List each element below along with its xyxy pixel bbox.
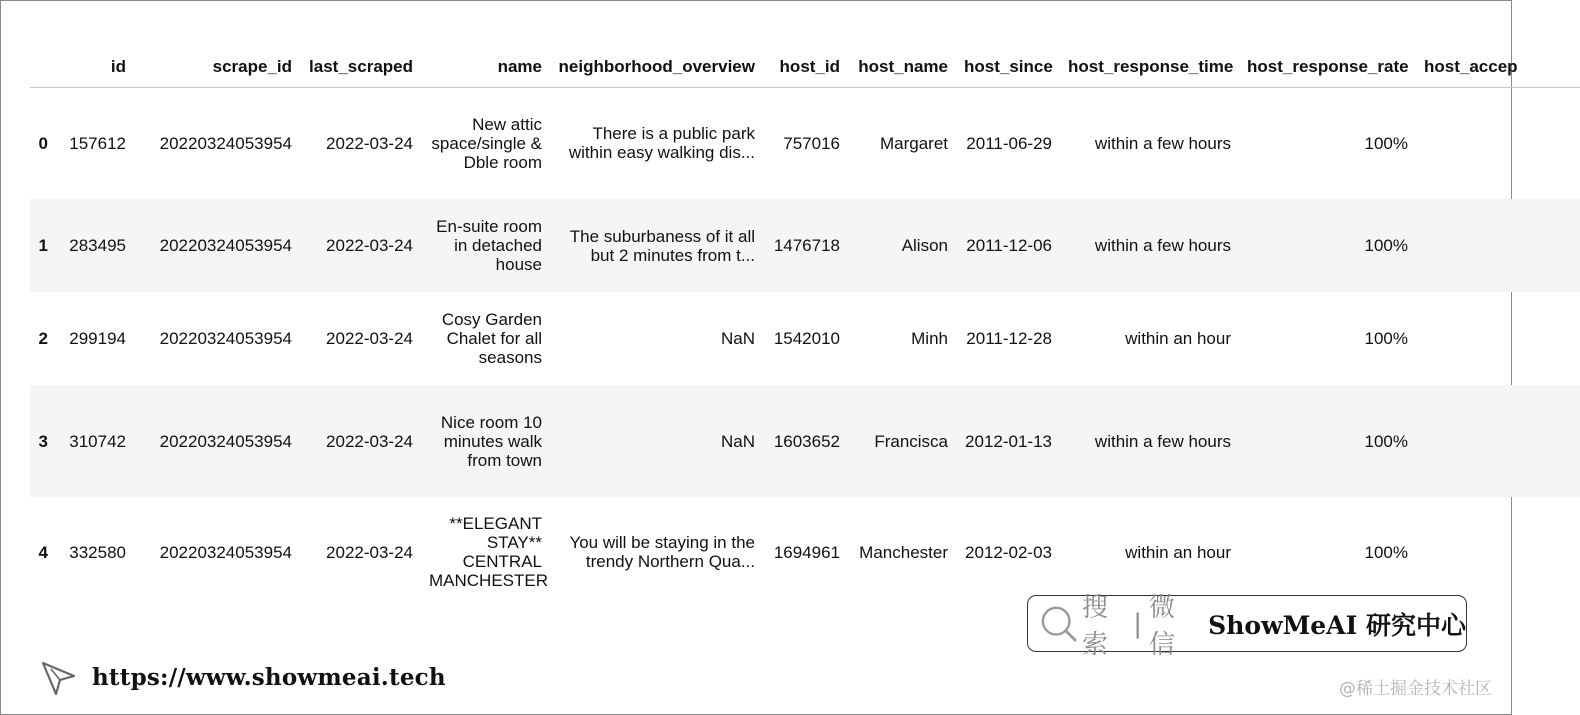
wechat-search-badge: [1027, 592, 1467, 660]
wechat-label: 微信: [1148, 592, 1176, 660]
cell-host-name: Margaret: [879, 133, 948, 153]
table-row: [30, 292, 1580, 385]
column-header-last-scraped: last_scraped: [300, 50, 421, 87]
column-header-index: [30, 50, 56, 87]
header-row: [30, 50, 1580, 87]
column-header-scrape-id: scrape_id: [134, 50, 300, 87]
search-icon: [1040, 605, 1078, 643]
cell-host-id: 1694961: [773, 542, 840, 562]
column-header-host-id: host_id: [763, 50, 848, 87]
column-header-host-acceptance: host_accep: [1416, 50, 1580, 87]
cell-scrape-id: 20220324053954: [159, 133, 292, 153]
row-index: 2: [38, 329, 48, 348]
cell-host-response-time: within an hour: [1125, 329, 1231, 348]
cell-last-scraped: 2022-03-24: [326, 329, 413, 348]
cell-neighborhood-overview: NaN: [550, 385, 763, 497]
cell-neighborhood-overview: NaN: [720, 329, 755, 348]
cell-host-name: Manchester: [859, 542, 948, 562]
cell-host-response-rate: 100%: [1239, 385, 1416, 497]
cell-id: 332580: [69, 542, 126, 562]
search-label: 搜索: [1082, 592, 1110, 660]
watermark: @稀土掘金技术社区: [1339, 679, 1492, 699]
column-header-id: id: [56, 50, 134, 87]
cell-neighborhood-overview: You will be staying in the trendy Northern Qua...: [569, 533, 755, 571]
cell-name: Nice room 10 minutes walk from town: [421, 385, 550, 497]
table-row: [30, 87, 1580, 199]
cell-host-acceptance: [1416, 292, 1580, 385]
cell-last-scraped: 2022-03-24: [300, 199, 421, 292]
cell-host-id: 757016: [783, 133, 840, 153]
badge-divider: |: [1133, 608, 1143, 639]
cell-id: 157612: [69, 133, 126, 153]
cell-host-response-rate: 100%: [1364, 133, 1408, 153]
cell-neighborhood-overview: The suburbaness of it all but 2 minutes from t...: [550, 199, 763, 292]
brand-name: ShowMeAI 研究中心: [1208, 610, 1466, 640]
cell-name: **ELEGANT STAY** CENTRAL MANCHESTER: [429, 514, 549, 590]
cell-neighborhood-overview: There is a public park within easy walking dis...: [568, 124, 755, 163]
cell-host-response-time: within an hour: [1125, 542, 1231, 562]
table-row: [30, 497, 1580, 607]
cell-host-since: 2011-06-29: [966, 133, 1052, 153]
cell-host-response-rate: 100%: [1239, 199, 1416, 292]
cell-host-response-rate: 100%: [1364, 542, 1408, 562]
cell-host-id: 1603652: [763, 385, 848, 497]
cursor-arrow-icon: [40, 658, 78, 696]
cell-host-acceptance: [1416, 385, 1580, 497]
cell-scrape-id: 20220324053954: [134, 199, 300, 292]
cell-host-id: 1476718: [763, 199, 848, 292]
column-header-host-since: host_since: [956, 50, 1060, 87]
cell-id: 310742: [56, 385, 134, 497]
footer-url[interactable]: https://www.showmeai.tech: [92, 663, 446, 691]
cell-scrape-id: 20220324053954: [159, 542, 292, 562]
cell-scrape-id: 20220324053954: [134, 385, 300, 497]
cell-host-since: 2011-12-28: [966, 329, 1052, 348]
cell-host-response-rate: 100%: [1364, 329, 1408, 348]
cell-host-response-time: within a few hours: [1060, 385, 1239, 497]
row-index: 1: [30, 199, 56, 292]
cell-host-name: Francisca: [848, 385, 956, 497]
cell-host-acceptance: [1416, 497, 1580, 607]
cell-host-name: Alison: [848, 199, 956, 292]
cell-host-response-time: within a few hours: [1094, 133, 1231, 153]
row-index: 0: [38, 133, 48, 153]
row-index: 3: [30, 385, 56, 497]
cell-host-acceptance: [1416, 199, 1580, 292]
cell-host-since: 2011-12-06: [956, 199, 1060, 292]
row-index: 4: [38, 542, 48, 562]
cell-host-id: 1542010: [773, 329, 840, 348]
column-header-host-response-time: host_response_time: [1060, 50, 1239, 87]
cell-name: Cosy Garden Chalet for all seasons: [441, 310, 542, 367]
cell-host-since: 2012-01-13: [956, 385, 1060, 497]
cell-host-name: Minh: [911, 329, 948, 348]
column-header-name: name: [421, 50, 550, 87]
cell-id: 299194: [69, 329, 126, 348]
dataframe-view[interactable]: [30, 50, 1518, 595]
dataframe-table: [30, 50, 1580, 607]
cell-host-since: 2012-02-03: [965, 542, 1052, 562]
column-header-neighborhood-overview: neighborhood_overview: [550, 50, 763, 87]
table-row: [30, 199, 1580, 292]
cell-id: 283495: [56, 199, 134, 292]
column-header-host-name: host_name: [848, 50, 956, 87]
cell-last-scraped: 2022-03-24: [300, 385, 421, 497]
cell-scrape-id: 20220324053954: [159, 329, 292, 348]
cell-host-response-time: within a few hours: [1060, 199, 1239, 292]
cell-name: New attic space/single & Dble room: [431, 114, 542, 172]
table-row: [30, 385, 1580, 497]
footer-link[interactable]: [40, 658, 446, 696]
column-header-host-response-rate: host_response_rate: [1239, 50, 1416, 87]
cell-last-scraped: 2022-03-24: [326, 133, 413, 153]
cell-name: En-suite room in detached house: [421, 199, 550, 292]
cell-last-scraped: 2022-03-24: [326, 542, 413, 562]
cell-host-acceptance: [1416, 87, 1580, 199]
